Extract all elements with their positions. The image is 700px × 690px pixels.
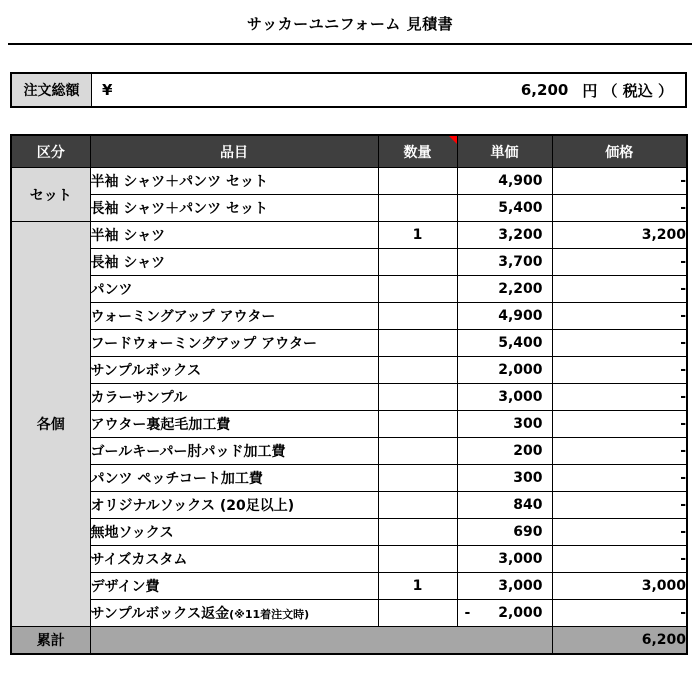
qty-value xyxy=(378,465,457,492)
unit-price-value: 200 xyxy=(457,438,552,465)
price-value: - xyxy=(552,546,687,573)
item-name: パンツ xyxy=(90,276,378,303)
item-name: ゴールキーパー肘パッド加工費 xyxy=(90,438,378,465)
unit-price-value: 4,900 xyxy=(457,168,552,195)
unit-price-minus: - xyxy=(464,605,471,621)
table-row xyxy=(11,249,687,276)
qty-value xyxy=(378,249,457,276)
qty-value xyxy=(378,411,457,438)
header-cell-item: 品目 xyxy=(90,135,378,168)
qty-value xyxy=(378,195,457,222)
price-value: - xyxy=(552,195,687,222)
order-total-box xyxy=(10,72,687,108)
qty-value xyxy=(378,600,457,627)
item-name: アウター裏起毛加工費 xyxy=(90,411,378,438)
order-total-unit: 円 （ 税込 ） xyxy=(582,81,673,100)
table-row xyxy=(11,303,687,330)
price-value: - xyxy=(552,465,687,492)
group-label-set: セット xyxy=(11,168,90,222)
unit-price-value: 2,200 xyxy=(457,276,552,303)
price-value: 3,200 xyxy=(552,222,687,249)
page-title: サッカーユニフォーム 見積書 xyxy=(246,15,454,33)
unit-price-value: 5,400 xyxy=(457,330,552,357)
currency-symbol: ¥ xyxy=(102,81,113,99)
table-row xyxy=(11,357,687,384)
qty-value xyxy=(378,546,457,573)
comment-marker-icon xyxy=(449,136,457,144)
table-row xyxy=(11,600,687,627)
item-name: 長袖 シャツ＋パンツ セット xyxy=(90,195,378,222)
unit-price-value: 3,700 xyxy=(457,249,552,276)
qty-value xyxy=(378,303,457,330)
unit-price-value: 5,400 xyxy=(457,195,552,222)
qty-value: 1 xyxy=(378,222,457,249)
item-name: カラーサンプル xyxy=(90,384,378,411)
title-rule xyxy=(8,43,692,45)
item-name: サンプルボックス xyxy=(90,357,378,384)
item-name: サンプルボックス返金(※11着注文時) xyxy=(90,600,378,627)
unit-price-value: 3,000 xyxy=(457,573,552,600)
table-row xyxy=(11,411,687,438)
unit-price-value: 3,000 xyxy=(457,384,552,411)
table-row xyxy=(11,195,687,222)
unit-price-value: 3,000 xyxy=(457,546,552,573)
price-value: - xyxy=(552,492,687,519)
table-row xyxy=(11,276,687,303)
price-value: - xyxy=(552,600,687,627)
item-name: オリジナルソックス (20足以上) xyxy=(90,492,378,519)
header-cell-unit-price: 単価 xyxy=(457,135,552,168)
price-value: - xyxy=(552,357,687,384)
price-value: - xyxy=(552,330,687,357)
item-name: 長袖 シャツ xyxy=(90,249,378,276)
footer-row xyxy=(11,627,687,654)
item-name: サイズカスタム xyxy=(90,546,378,573)
footer-label: 累計 xyxy=(11,627,90,654)
price-value: - xyxy=(552,249,687,276)
order-total-label: 注文総額 xyxy=(12,74,92,106)
order-total-value xyxy=(92,74,685,106)
price-value: - xyxy=(552,276,687,303)
price-value: 3,000 xyxy=(552,573,687,600)
footer-total: 6,200 xyxy=(552,627,687,654)
footer-spacer xyxy=(90,627,552,654)
item-name: 半袖 シャツ＋パンツ セット xyxy=(90,168,378,195)
qty-value xyxy=(378,492,457,519)
table-row xyxy=(11,222,687,249)
qty-value: 1 xyxy=(378,573,457,600)
qty-value xyxy=(378,276,457,303)
item-name: 半袖 シャツ xyxy=(90,222,378,249)
unit-price-value: - 2,000 xyxy=(457,600,552,627)
qty-value xyxy=(378,519,457,546)
header-cell-price: 価格 xyxy=(552,135,687,168)
unit-price-value: 690 xyxy=(457,519,552,546)
header-cell-qty: 数量 xyxy=(378,135,457,168)
price-value: - xyxy=(552,438,687,465)
table-row xyxy=(11,168,687,195)
price-value: - xyxy=(552,168,687,195)
item-name: ウォーミングアップ アウター xyxy=(90,303,378,330)
item-name: フードウォーミングアップ アウター xyxy=(90,330,378,357)
unit-price-value: 3,200 xyxy=(457,222,552,249)
estimate-table xyxy=(10,134,688,655)
price-value: - xyxy=(552,303,687,330)
header-row xyxy=(11,135,687,168)
qty-value xyxy=(378,168,457,195)
qty-value xyxy=(378,384,457,411)
table-row xyxy=(11,465,687,492)
table-row xyxy=(11,519,687,546)
qty-value xyxy=(378,357,457,384)
table-row xyxy=(11,384,687,411)
item-name: 無地ソックス xyxy=(90,519,378,546)
unit-price-value: 840 xyxy=(457,492,552,519)
table-row xyxy=(11,573,687,600)
group-label-individual: 各個 xyxy=(11,222,90,627)
unit-price-value: 300 xyxy=(457,465,552,492)
header-cell-category: 区分 xyxy=(11,135,90,168)
item-note: (※11着注文時) xyxy=(229,608,310,621)
price-value: - xyxy=(552,411,687,438)
table-row xyxy=(11,330,687,357)
table-row xyxy=(11,438,687,465)
qty-value xyxy=(378,330,457,357)
unit-price-value: 4,900 xyxy=(457,303,552,330)
qty-value xyxy=(378,438,457,465)
item-name: パンツ ペッチコート加工費 xyxy=(90,465,378,492)
table-row xyxy=(11,492,687,519)
price-value: - xyxy=(552,519,687,546)
price-value: - xyxy=(552,384,687,411)
unit-price-value: 300 xyxy=(457,411,552,438)
table-row xyxy=(11,546,687,573)
order-total-amount: 6,200 xyxy=(520,81,569,99)
unit-price-value: 2,000 xyxy=(457,357,552,384)
item-name: デザイン費 xyxy=(90,573,378,600)
